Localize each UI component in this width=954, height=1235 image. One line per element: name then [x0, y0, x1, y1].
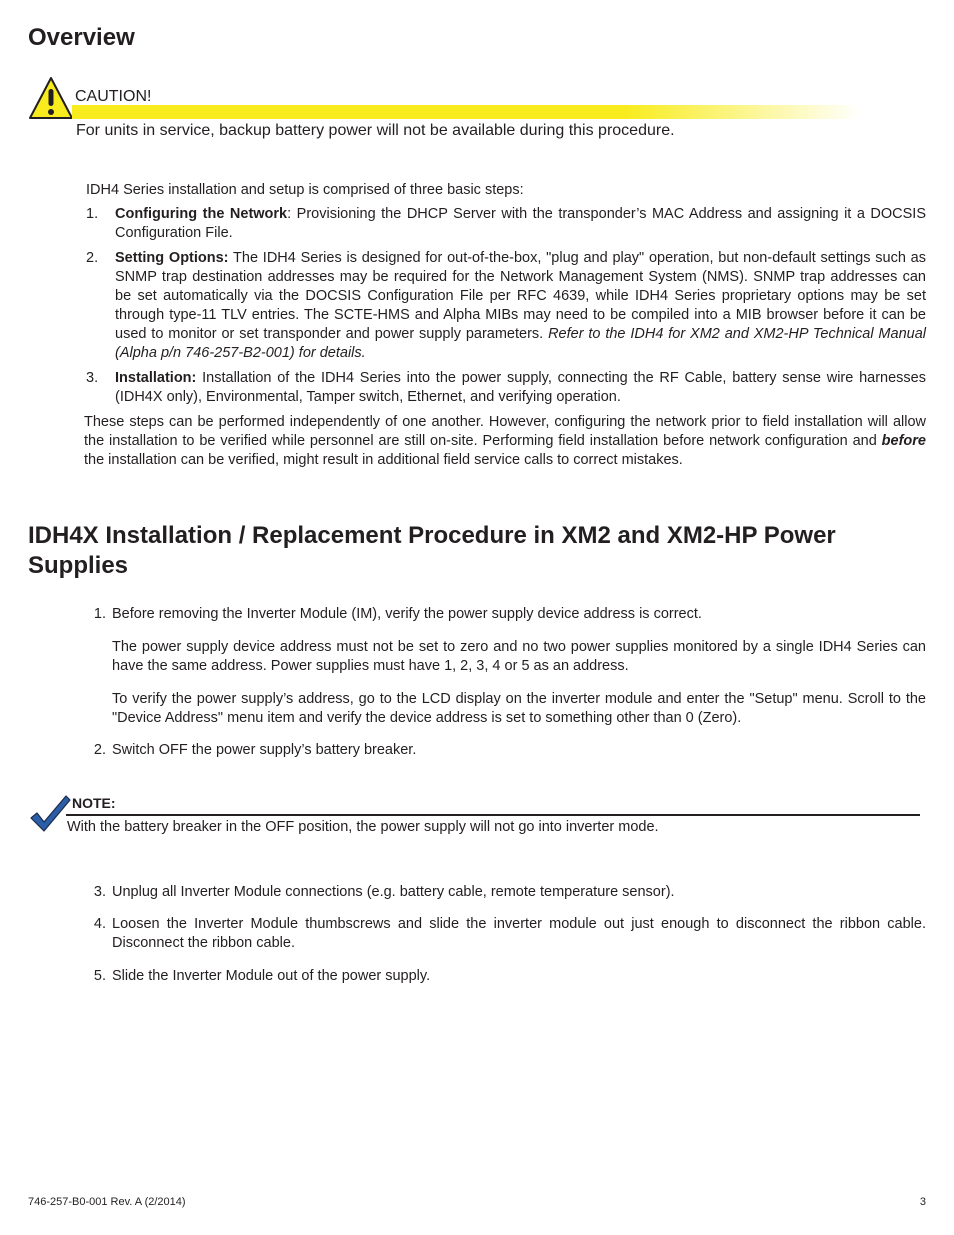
step-reference: Refer to the IDH4 for XM2 and XM2-HP Technical Manual (Alpha p/n 746-257-B2-001) for details.: [115, 326, 926, 361]
setup-steps-list: [86, 205, 926, 413]
summary-emphasis: before: [881, 433, 926, 449]
procedure-step-2: [84, 741, 926, 761]
step-number: 1.: [86, 206, 99, 222]
procedure-step-4: [84, 915, 926, 955]
step-title: Setting Options:: [115, 250, 229, 266]
setup-step-3: [86, 369, 926, 407]
overview-heading: Overview: [28, 24, 135, 51]
procedure-step-5: [84, 967, 926, 987]
step-number: 2.: [93, 742, 106, 758]
step-body: Installation of the IDH4 Series into the power supply, connecting the RF Cable, battery sense wire harnesses (IDH4X only), Environmental, Tamper switch, Ethernet, and verifying operation.: [115, 370, 926, 405]
summary-text-a: These steps can be performed independently of one another. However, configuring the network prior to field installation will allow the installation to be verified while personnel are still on-site. Performing field installation before network configuration and: [84, 414, 926, 449]
note-text: With the battery breaker in the OFF position, the power supply will not go into inverter mode.: [67, 819, 659, 835]
step-subparagraph: The power supply device address must not be set to zero and no two power supplies monitored by a single IDH4 Series can have the same address. Power supplies must have 1, 2, 3, 4 or 5 as an address.: [112, 639, 926, 674]
step-number: 1.: [93, 606, 106, 622]
step-title: Configuring the Network: [115, 206, 288, 222]
step-body: : Provisioning the DHCP Server with the transponder’s MAC Address and assigning it a DOCSIS Configuration File.: [115, 206, 926, 241]
procedure-step-1: [84, 605, 926, 745]
note-label: NOTE:: [72, 795, 116, 811]
step-number: 3.: [93, 884, 106, 900]
step-number: 4.: [93, 916, 106, 932]
step-number: 2.: [86, 250, 99, 266]
procedure-step-3: [84, 883, 926, 903]
step-number: 3.: [86, 370, 99, 386]
intro-paragraph: IDH4 Series installation and setup is comprised of three basic steps:: [86, 182, 524, 198]
setup-step-2: [86, 249, 926, 363]
setup-step-1: [86, 205, 926, 243]
caution-highlight-bar: [72, 105, 862, 119]
caution-warning-icon: [28, 76, 74, 120]
footer-page-number: 3: [919, 1196, 926, 1208]
step-title: Installation:: [115, 370, 197, 386]
step-text: Loosen the Inverter Module thumbscrews and slide the inverter module out just enough to disconnect the ribbon cable. Disconnect the ribbon cable.: [112, 916, 926, 951]
note-divider: [66, 814, 920, 816]
step-text: Slide the Inverter Module out of the power supply.: [112, 968, 431, 984]
caution-text: For units in service, backup battery power will not be available during this procedure.: [76, 122, 675, 139]
step-subparagraph: To verify the power supply’s address, go to the LCD display on the inverter module and enter the "Setup" menu. Scroll to the "Device Address" menu item and verify the device address is set to something other than 0 (Zero).: [112, 691, 926, 726]
footer-document-number: 746-257-B0-001 Rev. A (2/2014): [28, 1196, 186, 1208]
step-body: The IDH4 Series is designed for out-of-the-box, "plug and play" operation, but non-default settings such as SNMP trap destination addresses may be required for the Network Management System (NMS). SNMP trap addresses can be set automatically via the DOCSIS Configuration File per RFC 4639, while IDH4 Series proprietary options may be set through type-11 TLV entries. The SCTE-HMS and Alpha MIBs may need to be compiled into a MIB browser before it can be used to monitor or set transponder and power supply parameters.: [115, 250, 926, 342]
step-text: Unplug all Inverter Module connections (e.g. battery cable, remote temperature sensor).: [112, 884, 675, 900]
step-number: 5.: [93, 968, 106, 984]
step-text: Before removing the Inverter Module (IM), verify the power supply device address is correct.: [112, 606, 702, 622]
steps-summary-paragraph: [84, 413, 926, 470]
step-text: Switch OFF the power supply’s battery breaker.: [112, 742, 417, 758]
summary-text-b: the installation can be verified, might result in additional field service calls to correct mistakes.: [84, 452, 683, 468]
caution-label: CAUTION!: [75, 88, 152, 105]
procedure-heading: IDH4X Installation / Replacement Procedure in XM2 and XM2-HP Power Supplies: [28, 522, 836, 579]
